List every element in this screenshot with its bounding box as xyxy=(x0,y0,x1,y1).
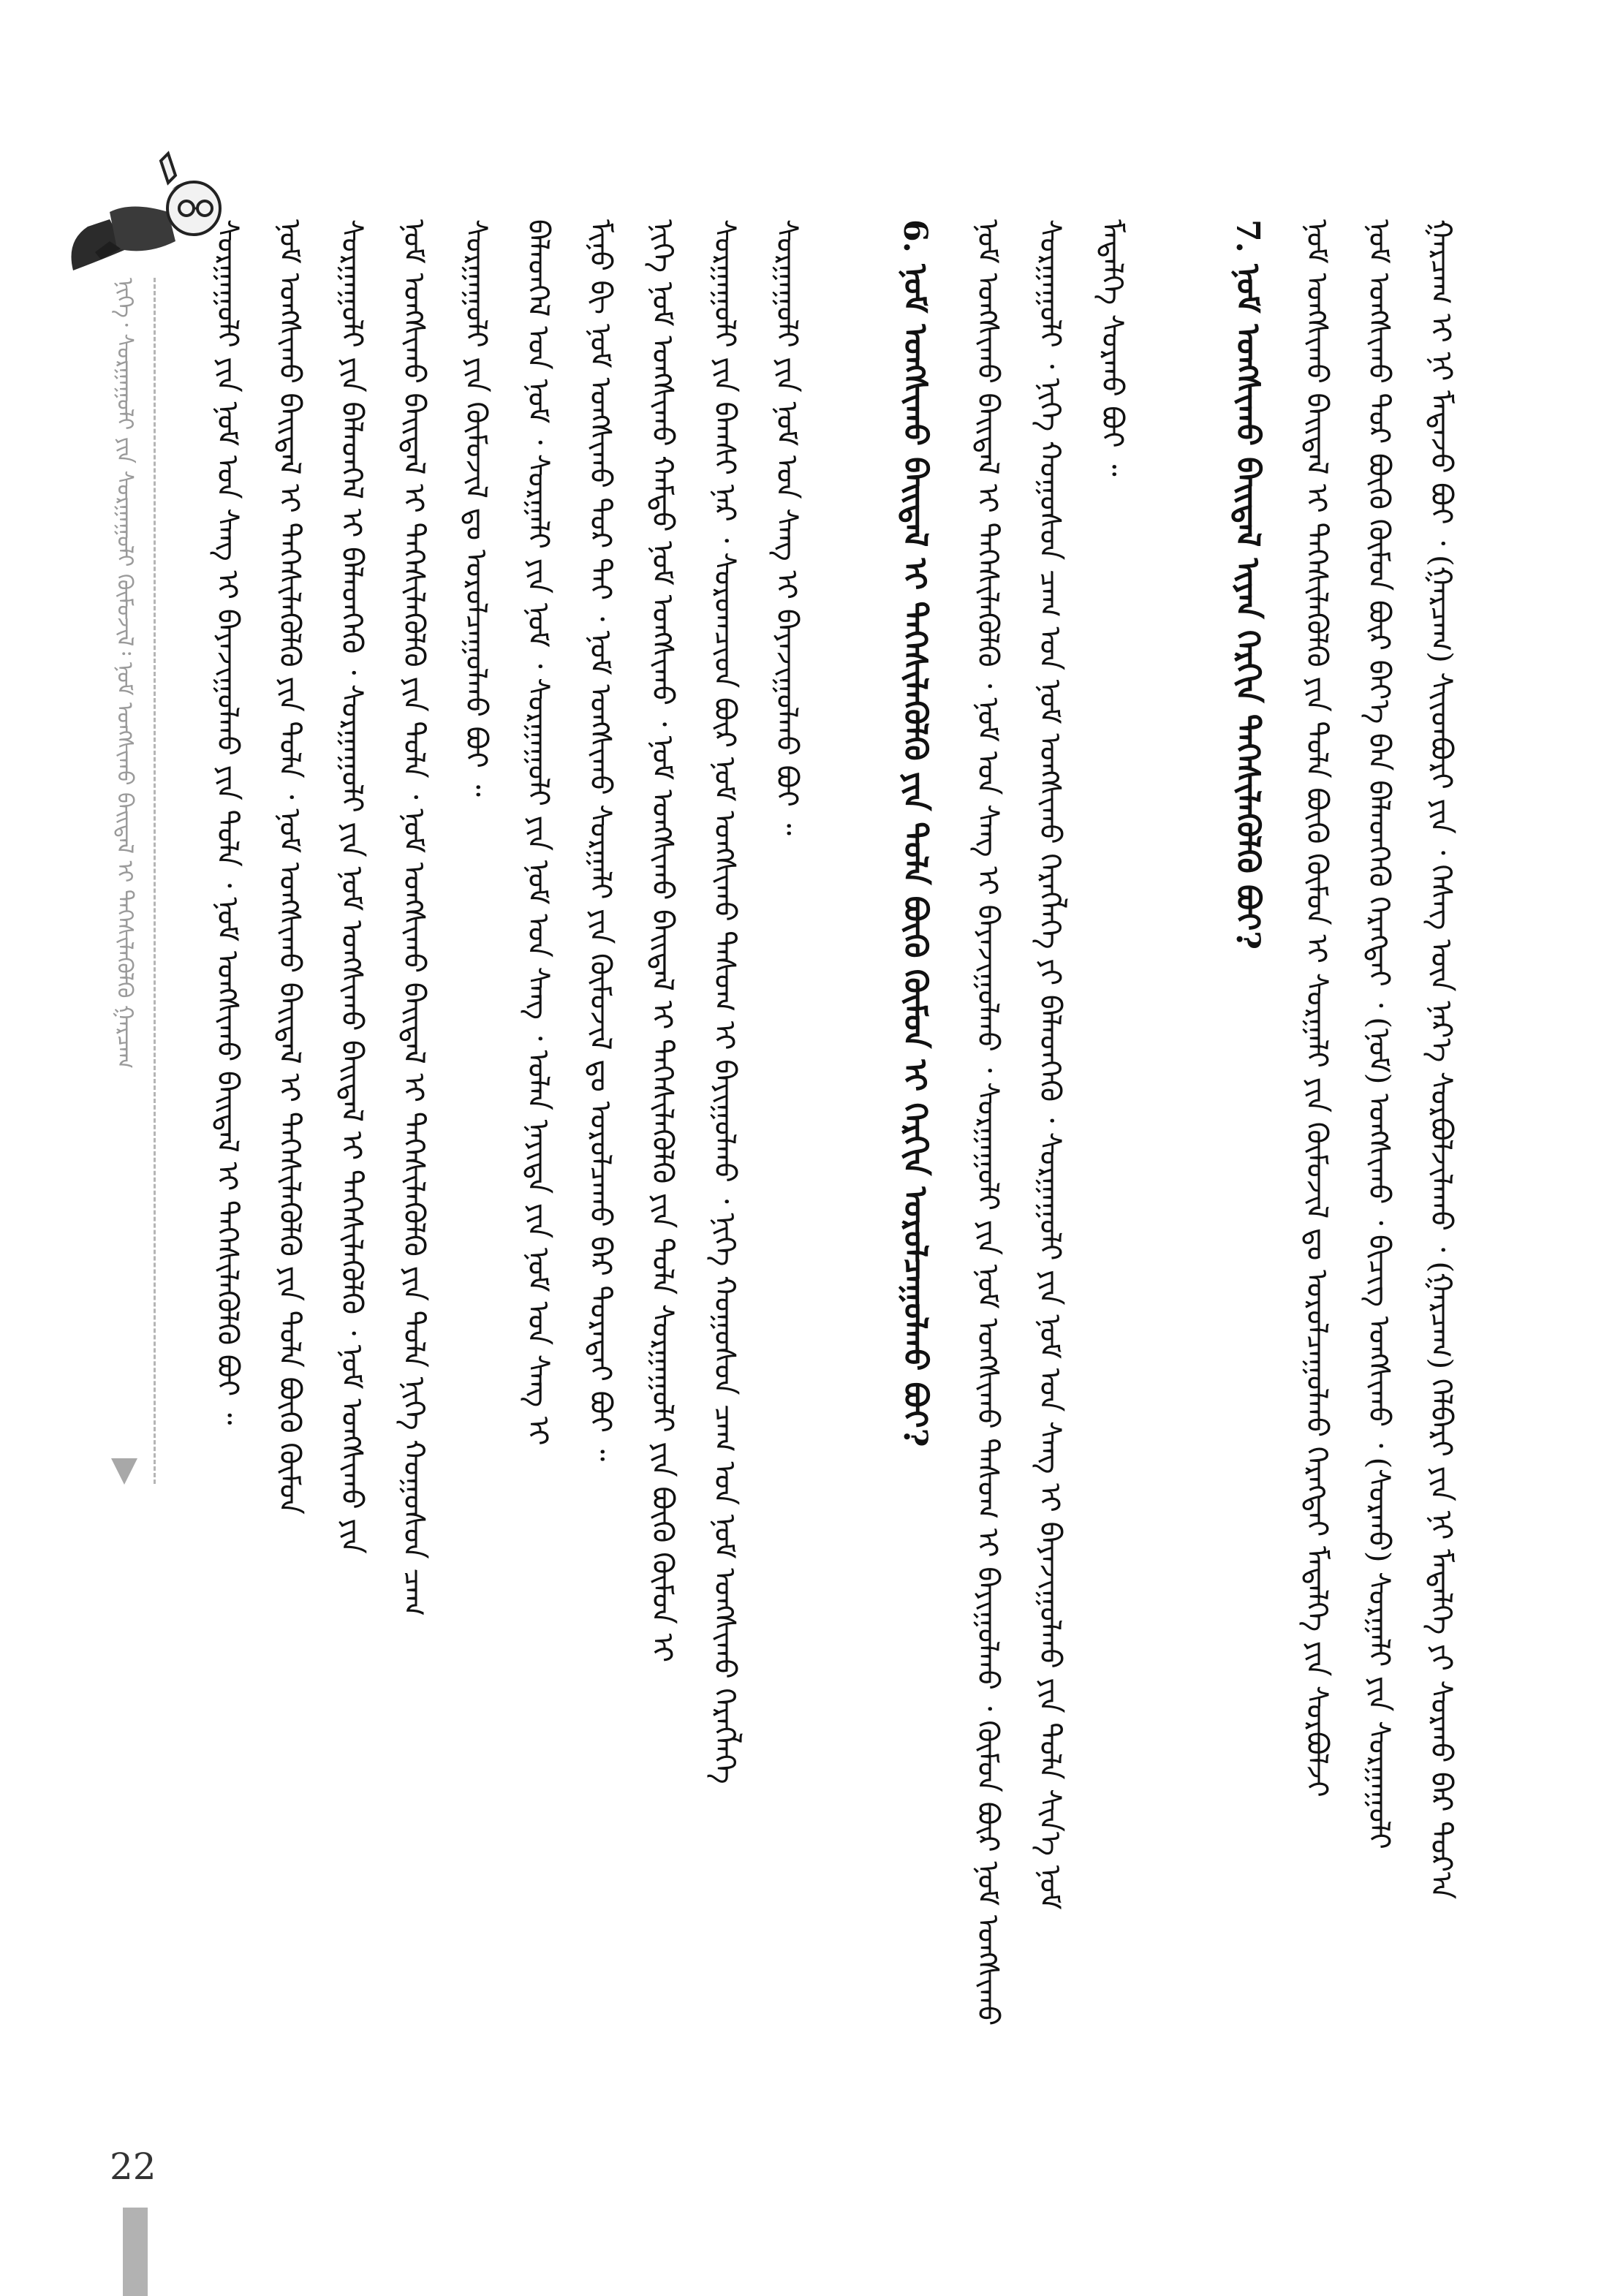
text-column: ᠨᠢᠭᠡ ᠨᠤᠮ ᠤᠩᠰᠢᠬᠤ ᠬᠠᠮᠲᠤ ᠨᠤᠮ ᠤᠩᠰᠢᠬᠤ ᠂ ᠨᠤᠮ ᠤᠩᠰᠢᠬᠤ ᠪᠠᠢᠳᠠᠯ ᠢ ᠳᠡᠭᠡᠰᠢᠯᠡᠭᠦᠯᠬᠦ ᠶᠢᠨ ᠲᠤᠯᠠ ᠰᠤᠷᠭᠠᠭᠤᠯᠢ ᠶᠢᠨ ᠪᠦᠬᠦ ᠬᠦᠮᠦᠨ ᠢ xyxy=(646,219,679,1663)
text-column: ᠰᠤᠷᠭᠠᠭᠤᠯᠢ ᠶᠢᠨ ᠨᠤᠮ ᠤᠨ ᠰᠠᠩ ᠢ ᠪᠠᠶᠠᠵᠢᠭᠤᠯᠬᠤ ᠪᠤᠢ ᠃ xyxy=(770,219,803,836)
text-column: ᠨᠤᠮ ᠤᠩᠰᠢᠬᠤ ᠪᠠᠢᠳᠠᠯ ᠢ ᠳᠡᠭᠡᠰᠢᠯᠡᠭᠦᠯᠬᠦ ᠶᠢᠨ ᠲᠤᠯᠠ ᠂ ᠨᠤᠮ ᠤᠩᠰᠢᠬᠤ ᠪᠠᠢᠳᠠᠯ ᠢ ᠳᠡᠭᠡᠰᠢᠯᠡᠭᠦᠯᠬᠦ ᠶᠢᠨ ᠲᠤᠯᠠ ᠪᠦᠬᠦ ᠬᠦᠮᠦᠨ xyxy=(273,219,306,1515)
text-column: ᠰᠤᠷᠭᠠᠭᠤᠯᠢ ᠶᠢᠨ ᠪᠡᠯᠡᠳᠬᠡᠯ ᠢ ᠪᠡᠯᠡᠳᠬᠡᠬᠦ ᠂ ᠰᠤᠷᠭᠠᠭᠤᠯᠢ ᠶᠢᠨ ᠨᠤᠮ ᠤᠩᠰᠢᠬᠤ ᠪᠠᠢᠳᠠᠯ ᠢ ᠳᠡᠭᠡᠰᠢᠯᠡᠭᠦᠯᠬᠦ ᠂ ᠨᠤᠮ ᠤᠩᠰᠢᠬᠤ ᠶᠢᠨ xyxy=(335,219,368,1554)
text-column: ᠨᠤᠮ ᠤᠩᠰᠢᠬᠤ ᠪᠠᠢᠳᠠᠯ ᠢ ᠳᠡᠭᠡᠰᠢᠯᠡᠭᠦᠯᠬᠦ ᠶᠢᠨ ᠲᠤᠯᠠ ᠂ ᠨᠤᠮ ᠤᠩᠰᠢᠬᠤ ᠪᠠᠢᠳᠠᠯ ᠢ ᠳᠡᠭᠡᠰᠢᠯᠡᠭᠦᠯᠬᠦ ᠶᠢᠨ ᠲᠤᠯᠠ ᠨᠢᠭᠡ ᠬᠤᠭᠤᠰᠤᠨ ᠴᠠᠭ xyxy=(397,219,431,1617)
side-tab xyxy=(123,2208,148,2296)
question-heading: 7. ᠨᠤᠮ ᠤᠩᠰᠢᠬᠤ ᠪᠠᠢᠳᠠᠯ ᠢᠶᠠᠨ ᠬᠡᠷᠬᠢᠨ ᠳᠡᠭᠡᠰᠢᠯᠡᠭᠦᠯᠬᠦ ᠪᠤᠢ? xyxy=(1229,219,1266,950)
question-heading: 6. ᠨᠤᠮ ᠤᠩᠰᠢᠬᠤ ᠪᠠᠢᠳᠠᠯ ᠢ ᠳᠡᠭᠡᠰᠢᠯᠡᠭᠦᠯᠬᠦ ᠶᠢᠨ ᠲᠤᠯᠠ ᠪᠦᠬᠦ ᠬᠦᠮᠦᠨ ᠢ ᠬᠡᠷᠬᠢᠨ ᠣᠷᠣᠯᠴᠠᠭᠤᠯᠬᠤ ᠪᠤᠢ? xyxy=(896,219,934,1447)
text-column: ᠨᠤᠮ ᠤᠩᠰᠢᠬᠤ ᠪᠠᠢᠳᠠᠯ ᠢ ᠳᠡᠭᠡᠰᠢᠯᠡᠭᠦᠯᠬᠦ ᠶᠢᠨ ᠲᠤᠯᠠ ᠪᠦᠬᠦ ᠬᠦᠮᠦᠨ ᠢ ᠰᠤᠷᠭᠠᠯᠢ ᠶᠢᠨ ᠬᠦᠮᠦᠵᠢᠯ ᠳᠤ ᠣᠷᠣᠯᠴᠠᠭᠤᠯᠬᠤ ᠬᠡᠷᠡᠭᠲᠡᠢ ᠮᠡᠳᠡᠯᠭᠡ ᠶᠢᠨ ᠰᠤᠷᠪᠤᠯᠵᠢ xyxy=(1300,219,1333,1797)
page-number: 22 xyxy=(110,2145,156,2188)
text-column: ᠰᠤᠷᠭᠠᠭᠤᠯᠢ ᠶᠢᠨ ᠨᠤᠮ ᠤᠨ ᠰᠠᠩ ᠢ ᠪᠠᠶᠠᠵᠢᠭᠤᠯᠬᠤ ᠶᠢᠨ ᠲᠤᠯᠠ ᠂ ᠨᠤᠮ ᠤᠩᠰᠢᠬᠤ ᠪᠠᠢᠳᠠᠯ ᠢ ᠳᠡᠭᠡᠰᠢᠯᠡᠭᠦᠯᠬᠦ ᠪᠤᠢ ᠃ xyxy=(211,219,244,1425)
dashed-divider xyxy=(154,278,156,1484)
text-column: ᠨᠤᠮ ᠤᠩᠰᠢᠬᠤ ᠪᠠᠢᠳᠠᠯ ᠢ ᠳᠡᠭᠡᠰᠢᠯᠡᠭᠦᠯᠬᠦ ᠂ ᠨᠤᠮ ᠤᠨ ᠰᠠᠩ ᠢ ᠪᠠᠶᠠᠵᠢᠭᠤᠯᠬᠤ ᠂ ᠰᠤᠷᠭᠠᠭᠤᠯᠢ ᠶᠢᠨ ᠨᠤᠮ ᠤᠩᠰᠢᠬᠤ ᠲᠠᠰᠤᠭ ᠢ ᠪᠠᠶᠢᠭᠤᠯᠬᠤ ᠂ ᠬᠦᠮᠦᠨ ᠪᠦᠷ ᠨᠤᠮ ᠤᠩᠰᠢᠬᠤ xyxy=(971,219,1005,2026)
body-text xyxy=(211,219,1462,2047)
text-column: ᠨᠤᠮ ᠤᠩᠰᠢᠬᠤ ᠳᠤᠷ ᠪᠦᠬᠦ ᠬᠦᠮᠦᠨ ᠪᠦᠷ ᠪᠡᠶ᠎ᠡ ᠪᠡᠨ ᠪᠡᠯᠡᠳᠬᠡᠬᠦ ᠬᠡᠷᠡᠭᠲᠡᠢ ᠂ (ᠨᠤᠮ) ᠤᠩᠰᠢᠬᠤ ᠂ ᠪᠢᠴᠢᠭ ᠤᠩᠰᠢᠬᠤ ᠂ (ᠰᠤᠷᠬᠤ) ᠰᠤᠷᠭᠠᠯᠢ ᠶᠢᠨ ᠰᠤᠷᠭᠠᠭᠤᠯᠢ xyxy=(1362,219,1396,1849)
running-title: ᠨᠢᠭᠡ᠂ ᠰᠤᠷᠭᠠᠭᠤᠯᠢ ᠶᠢᠨ ᠰᠤᠷᠭᠠᠭᠤᠯᠢ ᠬᠦᠮᠦᠵᠢᠯ᠄ ᠨᠤᠮ ᠤᠩᠰᠢᠬᠤ ᠪᠠᠢᠳᠠᠯ ᠢ ᠳᠡᠭᠡᠰᠢᠯᠡᠭᠦᠯᠬᠦ ᠭᠠᠷᠴᠠᠭ xyxy=(112,278,137,1069)
text-column: ᠮᠢᠨᠦ ᠪᠢ ᠨᠤᠮ ᠤᠩᠰᠢᠬᠤ ᠳᠤᠷ ᠲᠠᠢ ᠂ ᠨᠤᠮ ᠤᠩᠰᠢᠬᠤ ᠰᠤᠷᠭᠠᠯᠢ ᠶᠢᠨ ᠬᠦᠮᠦᠵᠢᠯ ᠳᠤ ᠣᠷᠣᠯᠴᠠᠬᠤ ᠪᠠᠷ ᠳᠤᠷᠠᠲᠠᠢ ᠪᠤᠢ ᠃ xyxy=(583,219,617,1462)
text-column: ᠰᠤᠷᠭᠠᠭᠤᠯᠢ ᠶᠢᠨ ᠬᠦᠮᠦᠵᠢᠯ ᠳᠤ ᠣᠷᠣᠯᠴᠠᠭᠤᠯᠬᠤ ᠪᠤᠢ ᠃ xyxy=(459,219,493,797)
text-column: ᠰᠤᠷᠭᠠᠭᠤᠯᠢ ᠶᠢᠨ ᠪᠠᠭᠰᠢ ᠨᠠᠷ ᠂ ᠰᠤᠷᠤᠭᠴᠢᠳ ᠪᠦᠷ ᠨᠤᠮ ᠤᠩᠰᠢᠬᠤ ᠲᠠᠰᠤᠭ ᠢ ᠪᠠᠶᠢᠭᠤᠯᠬᠤ ᠂ ᠨᠢᠭᠡ ᠬᠤᠭᠤᠰᠤᠨ ᠴᠠᠭ ᠤᠨ ᠨᠤᠮ ᠤᠩᠰᠢᠬᠤ ᠬᠡᠷᠡᠭᠯᠡᠭᠡ xyxy=(708,219,741,1784)
text-column: ᠮᠡᠳᠡᠯᠭᠡ ᠰᠤᠷᠬᠤ ᠪᠤᠢ ᠃ xyxy=(1095,219,1129,477)
mascot-icon xyxy=(58,132,227,292)
running-header xyxy=(102,278,146,1491)
triangle-arrow-icon xyxy=(111,1458,137,1485)
text-column: ᠰᠤᠷᠭᠠᠭᠤᠯᠢ ᠂ ᠨᠢᠭᠡ ᠬᠤᠭᠤᠰᠤᠨ ᠴᠠᠭ ᠤᠨ ᠨᠤᠮ ᠤᠩᠰᠢᠬᠤ ᠬᠡᠷᠡᠭᠯᠡᠭᠡ ᠶᠢ ᠪᠡᠯᠡᠳᠬᠡᠬᠦ ᠂ ᠰᠤᠷᠭᠠᠭᠤᠯᠢ ᠶᠢᠨ ᠨᠣᠮ ᠤᠨ ᠰᠠᠩ ᠢ ᠪᠠᠶᠠᠵᠢᠭᠤᠯᠬᠤ ᠶᠢᠨ ᠲᠤᠯᠠ ᠰᠢᠨ᠎ᠡ ᠨᠤᠮ xyxy=(1033,219,1067,1910)
text-column: ᠪᠡᠯᠡᠳᠬᠡᠯ ᠤᠨ ᠨᠤᠮ ᠂ ᠰᠤᠷᠭᠠᠯᠢ ᠶᠢᠨ ᠨᠤᠮ ᠂ ᠰᠤᠷᠭᠠᠭᠤᠯᠢ ᠶᠢᠨ ᠨᠤᠮ ᠤᠨ ᠰᠠᠩ ᠂ ᠣᠯᠠᠨ ᠨᠡᠶᠢᠲᠡ ᠶᠢᠨ ᠨᠤᠮ ᠤᠨ ᠰᠠᠩ ᠢ xyxy=(521,219,555,1446)
text-column: ᠭᠠᠷᠴᠠᠭ ᠢ ᠨᠢ ᠮᠡᠳᠡᠵᠦ ᠪᠤᠢ ᠂ (ᠭᠠᠷᠴᠠᠭ) ᠰᠢᠢᠳᠪᠦᠷᠢ ᠶᠢᠨ ᠂ ᠬᠡᠰᠡᠭ ᠦᠨ ᠨᠡᠷ᠎ᠡ ᠰᠤᠷᠪᠤᠯᠵᠢᠯᠠᠬᠤ ᠂ (ᠭᠠᠷᠴᠠᠭ) ᠬᠡᠯᠪᠡᠷᠢ ᠶᠢᠨ ᠨᠢ ᠮᠡᠳᠡᠯᠭᠡ ᠶᠢ ᠰᠤᠷᠬᠤ ᠪᠠᠷ ᠳᠤᠷ᠎ᠠ xyxy=(1424,219,1458,1900)
